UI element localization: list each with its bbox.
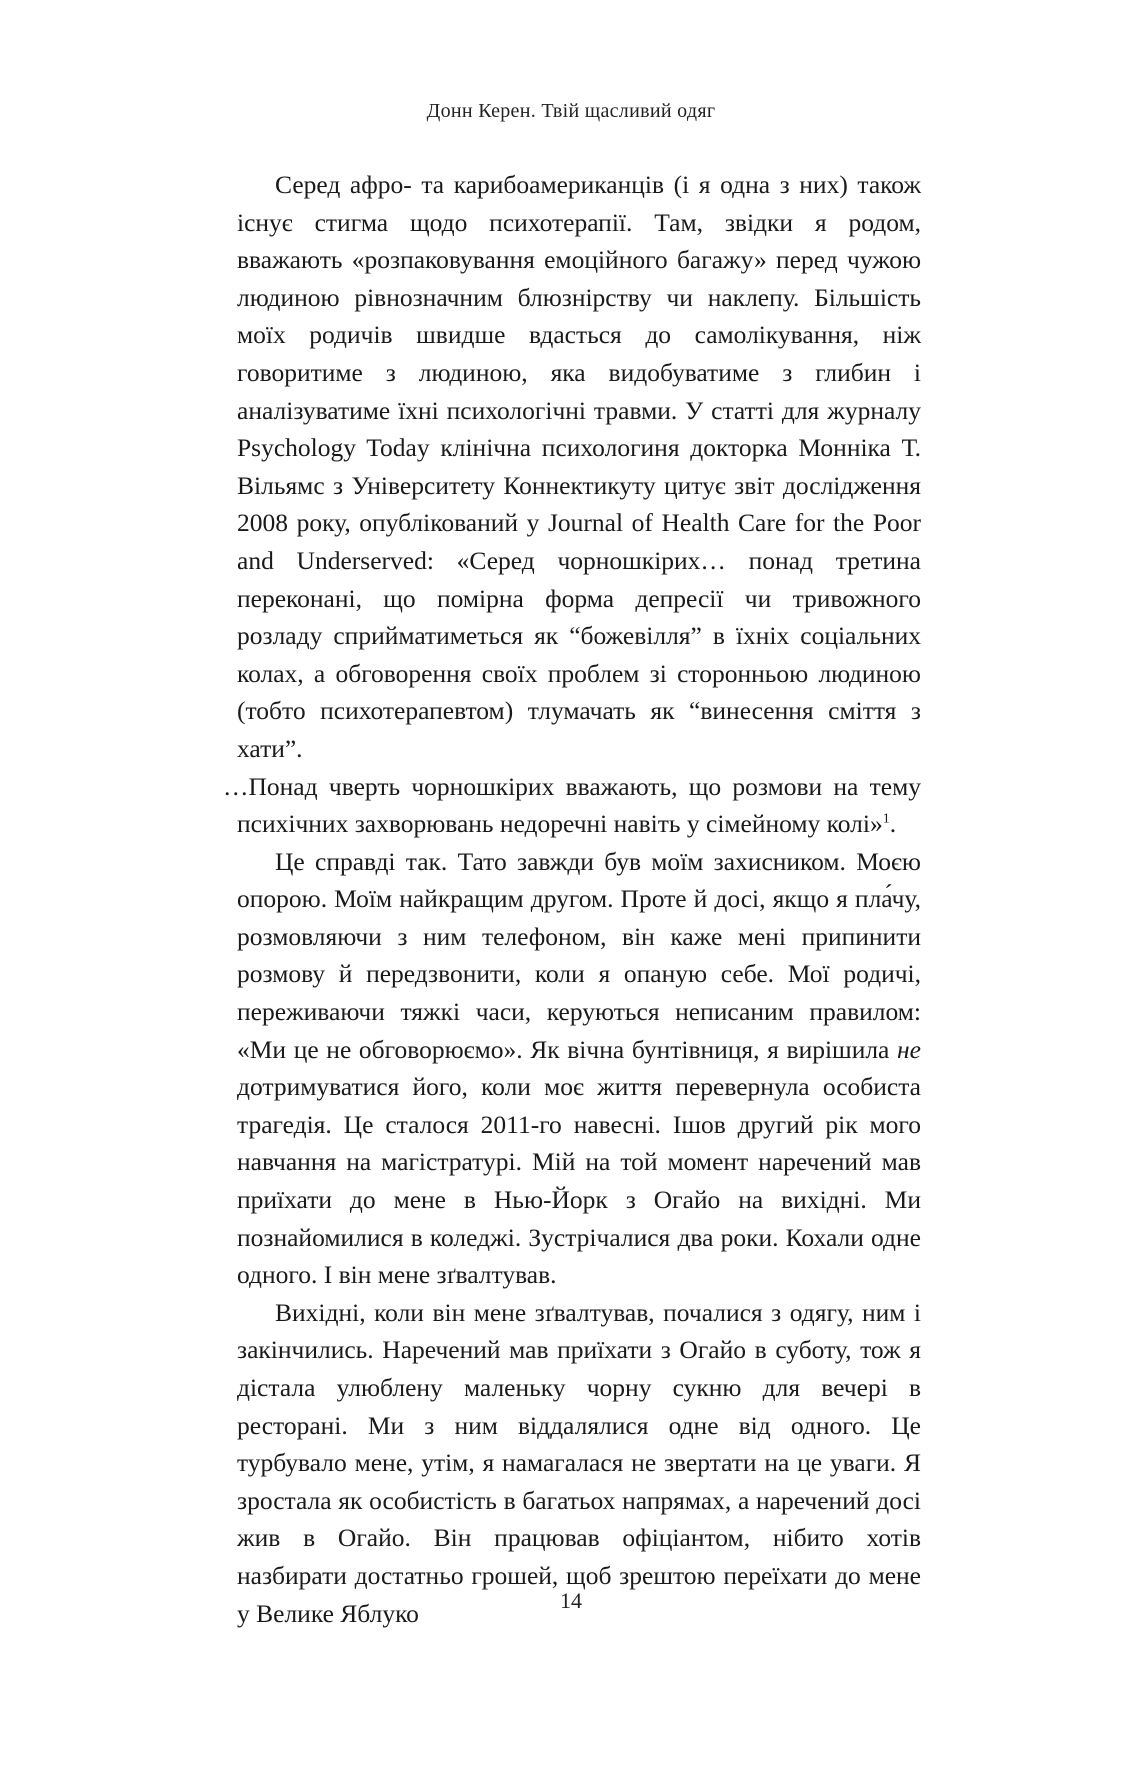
paragraph-2-text-end: дотримуватися його, коли моє життя перевернула особиста трагедія. Це сталося 2011-го навесні. Ішов другий рік мого навчання на магістратурі. Мій на той момент наречений мав приїхати до мене в Нью-Йорк з Огайо на вихідні. Ми познайомилися в коледжі. Зустрічалися два роки. Кохали одне одного. І він мене зґвалтував. bbox=[237, 1072, 921, 1290]
paragraph-2-emphasis: не bbox=[897, 1034, 921, 1064]
footnote-marker[interactable]: 1 bbox=[882, 811, 890, 827]
running-header: Донн Керен. Твій щасливий одяг bbox=[426, 100, 716, 122]
paragraph-1 bbox=[237, 166, 921, 768]
paragraph-3 bbox=[237, 1294, 921, 1632]
paragraph-2-text-start: Це справді так. Тато завжди був моїм захисником. Моєю опорою. Моїм найкращим другом. Проте й досі, якщо я пла́чу, розмовляючи з ним телефоном, він каже мені припинити розмову й передзвонити, коли я опаную себе. Мої родичі, переживаючи тяжкі часи, керуються неписаним правилом: «Ми це не обговорюємо». Як вічна бунтівниця, я вирішила bbox=[237, 846, 921, 1064]
paragraph-1-quote-continuation bbox=[223, 768, 921, 843]
quote-closing: . bbox=[889, 809, 897, 839]
body-text bbox=[223, 166, 921, 1632]
quote-continuation-text: …Понад чверть чорношкірих вважають, що розмови на тему психічних захворювань недоречні навіть у сімейному колі» bbox=[223, 771, 921, 839]
paragraph-1-text: Серед афро- та карибоамериканців (і я одна з них) також існує стигма щодо психотерапії. Там, звідки я родом, вважають «розпаковування емоційного багажу» перед чужою людиною рівнозначним блюзнірству чи наклепу. Більшість моїх родичів швидше вдасться до самолікування, ніж говоритиме з людиною, яка видобуватиме з глибин і аналізуватиме їхні психологічні травми. У статті для журналу Psychology Today клінічна психологиня докторка Монніка Т. Вільямс з Університету Коннектикуту цитує звіт дослідження 2008 року, опублікований у Journal of Health Care for the Poor and Underserved: «Серед чорношкірих… понад третина переконані, що помірна форма депресії чи тривожного розладу сприйматиметься як “божевілля” в їхніх соціальних колах, а обговорення своїх проблем зі сторонньою людиною (тобто психотерапевтом) тлумачать як “винесення сміття з хати”. bbox=[237, 170, 921, 763]
page-number: 14 bbox=[560, 1588, 582, 1613]
paragraph-3-text: Вихідні, коли він мене зґвалтував, почалися з одягу, ним і закінчились. Наречений мав приїхати з Огайо в суботу, тож я дістала улюблену маленьку чорну сукню для вечері в ресторані. Ми з ним віддалялися одне від одного. Це турбувало мене, утім, я намагалася не звертати на це уваги. Я зростала як особистість в багатьох напрямах, а наречений досі жив в Огайо. Він працював офіціантом, нібито хотів назбирати достатньо грошей, щоб зрештою переїхати до мене у Велике Яблуко bbox=[237, 1297, 921, 1628]
paragraph-2 bbox=[237, 843, 921, 1294]
